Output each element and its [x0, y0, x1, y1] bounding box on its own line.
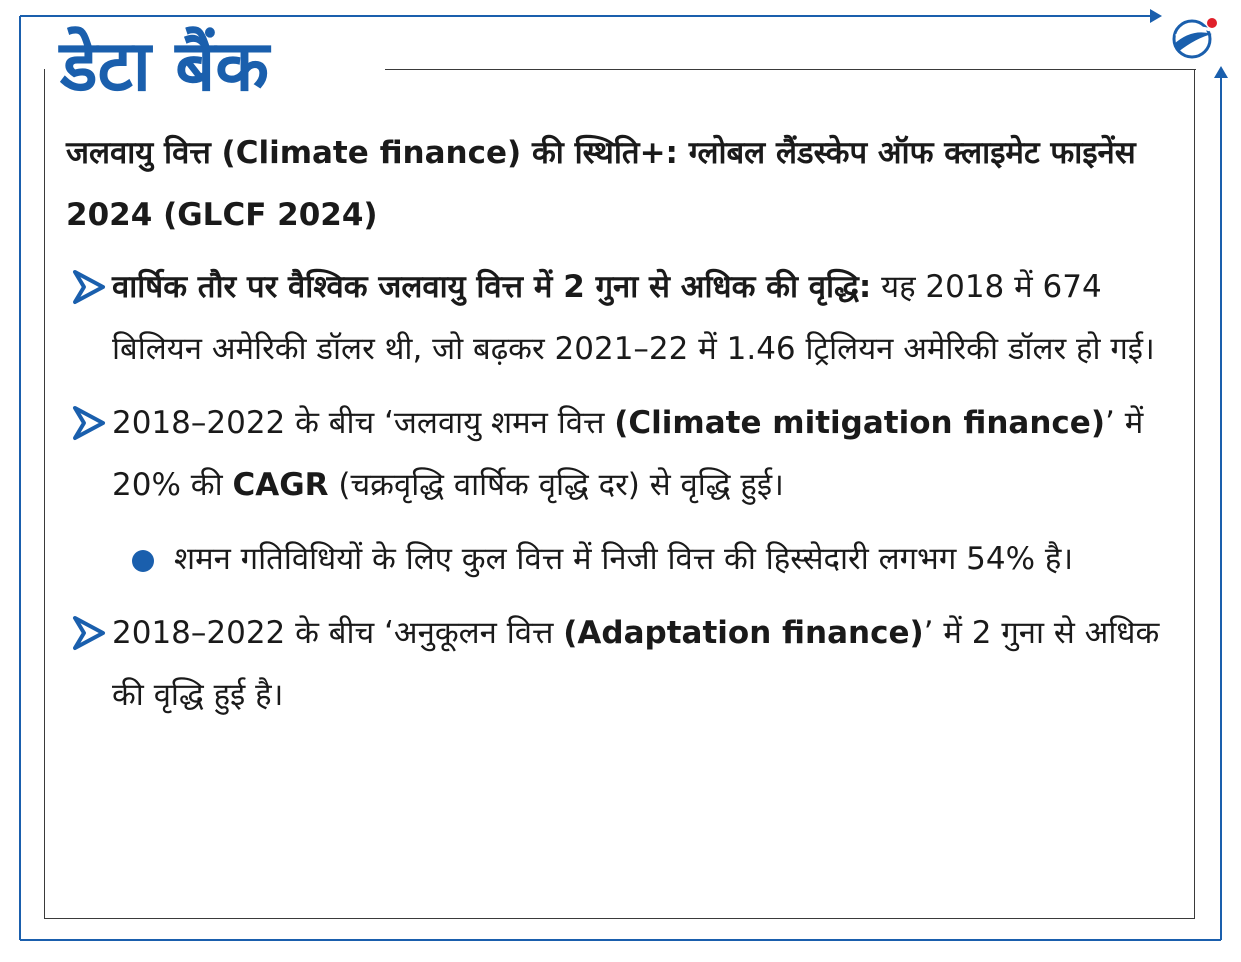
point-bold-text: (Adaptation finance) [563, 615, 924, 651]
point-text: (चक्रवृद्धि वार्षिक वृद्धि दर) से वृद्धि हुई। [328, 467, 784, 503]
arrow-bullet-icon [72, 268, 106, 306]
content-box-top-border [385, 69, 1196, 70]
point-text: 2018–2022 के बीच ‘जलवायु शमन वित्त [112, 405, 615, 441]
list-item [66, 392, 1182, 516]
point-text: ’ में 20% की [112, 405, 1144, 503]
point-bold-text: वार्षिक तौर पर वैश्विक जलवायु वित्त में 2 गुना से अधिक की वृद्धि: [112, 269, 872, 305]
subpoint-text: शमन गतिविधियों के लिए कुल वित्त में निजी वित्त की हिस्सेदारी लगभग 54% है। [174, 541, 1074, 577]
sub-list-item [66, 528, 1182, 590]
arrow-bullet-icon [72, 404, 106, 442]
section-heading: जलवायु वित्त (Climate finance) की स्थिति+: ग्लोबल लैंडस्केप ऑफ क्लाइमेट फाइनेंस 2024 (GLCF 2024) [66, 135, 1136, 233]
arrow-bullet-icon [72, 614, 106, 652]
point-text: यह 2018 में 674 बिलियन अमेरिकी डॉलर थी, जो बढ़कर 2021–22 में 1.46 ट्रिलियन अमेरिकी डॉलर हो गई। [112, 269, 1155, 367]
point-text: 2018–2022 के बीच ‘अनुकूलन वित्त [112, 615, 564, 651]
point-bold-text: CAGR [232, 467, 329, 503]
point-text: ’ में 2 गुना से अधिक की वृद्धि हुई है। [112, 615, 1160, 713]
content [66, 122, 1182, 738]
page-title: डेटा बैंक [56, 18, 281, 114]
logo-icon [1166, 14, 1222, 62]
list-item [66, 256, 1182, 380]
dot-bullet-icon [132, 550, 154, 572]
point-bold-text: (Climate mitigation finance) [614, 405, 1105, 441]
list-item [66, 602, 1182, 726]
